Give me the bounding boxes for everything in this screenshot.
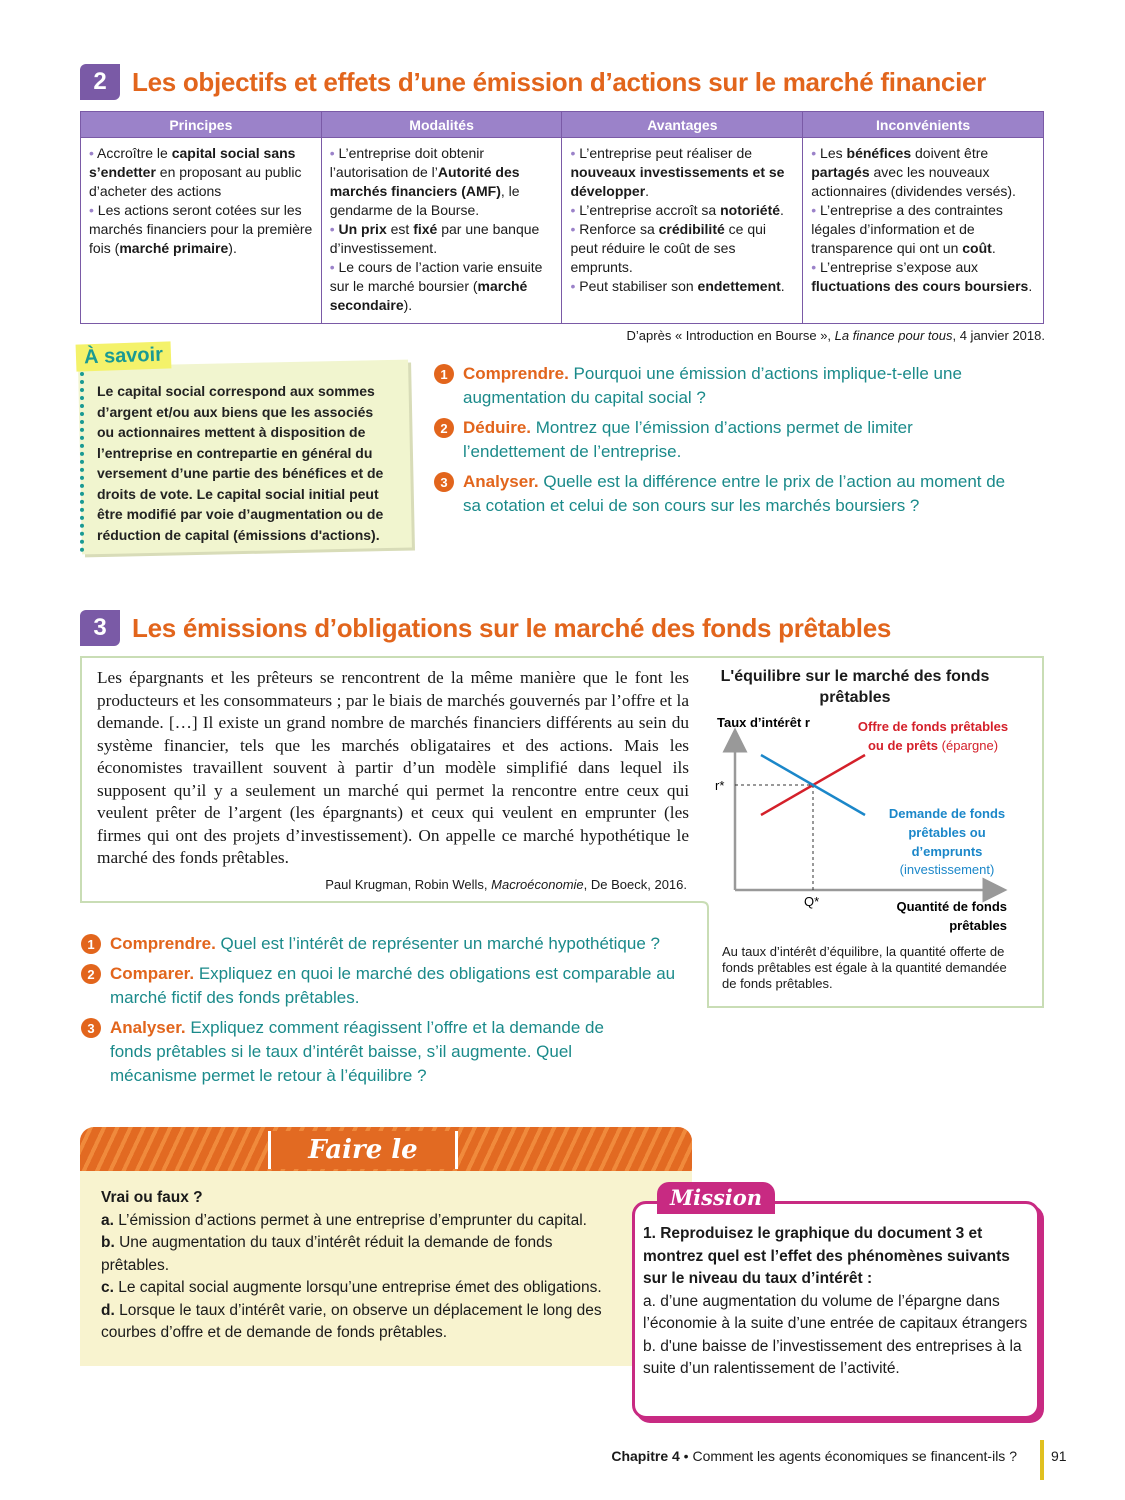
section-2-header xyxy=(80,64,986,100)
savoir-dotted-line xyxy=(80,372,84,552)
question-number-badge: 2 xyxy=(434,418,454,438)
emission-actions-table xyxy=(80,111,1044,324)
doc3-source: Paul Krugman, Robin Wells, Macroéconomie, De Boeck, 2016. xyxy=(325,877,687,892)
section-2-number: 2 xyxy=(80,64,120,100)
supply-label-2: ou de prêts (épargne) xyxy=(867,738,999,753)
bilan-title: Faire le xyxy=(268,1131,458,1169)
cell-modalites: • L’entreprise doit obtenir l’autorisation de l’Autorité des marchés financiers (AMF), le gendarme de la Bourse. • Un prix est fixé par une banque d’investissement. • Le cours de l’action varie ensuite sur le marché boursier (marché secondaire). xyxy=(321,138,562,324)
savoir-label: À savoir xyxy=(76,341,172,371)
questions-section-3 xyxy=(81,932,681,1094)
question-number-badge: 3 xyxy=(81,1018,101,1038)
bilan-item: d. Lorsque le taux d’intérêt varie, on observe un déplacement le long des courbes d’offre et de demande de fonds prêtables. xyxy=(101,1301,602,1341)
x-axis-label-2: prêtables xyxy=(949,918,1007,933)
mission-label: Mission xyxy=(657,1182,775,1214)
col-header-modalites: Modalités xyxy=(321,112,562,138)
demand-label-1: Demande de fonds xyxy=(888,806,1006,821)
questions-section-2 xyxy=(434,362,1014,524)
bilan-item: b. Une augmentation du taux d’intérêt réduit la demande de fonds prêtables. xyxy=(101,1234,553,1274)
bilan-item: a. L’émission d’actions permet à une entreprise d’emprunter du capital. xyxy=(101,1211,587,1229)
q-star-label: Q* xyxy=(804,894,820,909)
question-number-badge: 1 xyxy=(81,934,101,954)
col-header-principes: Principes xyxy=(81,112,322,138)
page-number: 91 xyxy=(1051,1448,1067,1464)
question-item: 1 Comprendre. Quel est l’intérêt de représenter un marché hypothétique ? xyxy=(81,932,681,956)
question-number-badge: 1 xyxy=(434,364,454,384)
section-3-header xyxy=(80,610,891,646)
question-item: 2 Déduire. Montrez que l’émission d’actions permet de limiter l’endettement de l’entreprise. xyxy=(434,416,1014,464)
mission-intro: 1. Reproduisez le graphique du document 3 et montrez quel est l’effet des phénomènes suivants sur le niveau du taux d’intérêt : xyxy=(643,1225,1010,1287)
doc3-text: Les épargnants et les prêteurs se rencontrent de la même manière que le font les producteurs et les consommateurs ; par le biais de marchés gouvernés par l’offre et la demande. […] Il existe un grand nombre de marchés financiers différents au sein du système financier, tels que les marchés obligataires et des actions. Mais les économistes travaillent souvent à partir d’un modèle simplifié dans lequel ils supposent qu’il y a seulement un marché qui permet la rencontre entre ceux qui veulent prêter de l’argent (les épargnants) et ceux qui veulent en emprunter (les firmes qui ont des projets d’investissement). On appelle ce marché hypothétique le marché des fonds prêtables. xyxy=(97,668,689,867)
demand-label-3: d’emprunts xyxy=(911,844,983,859)
loanable-funds-chart xyxy=(705,710,1035,940)
demand-label-2: prêtables ou xyxy=(908,825,986,840)
cell-avantages: • L’entreprise peut réaliser de nouveaux investissements et se développer. • L’entreprise accroît sa notoriété. • Renforce sa crédibilité ce qui peut réduire le coût de ses emprunts. • Peut stabiliser son endettement. xyxy=(562,138,803,324)
bilan-item: c. Le capital social augmente lorsqu’une entreprise émet des obligations. xyxy=(101,1279,602,1296)
footer-bar xyxy=(1040,1440,1044,1480)
question-item: 2 Comparer. Expliquez en quoi le marché des obligations est comparable au marché fictif des fonds prêtables. xyxy=(81,962,681,1010)
chart-caption: Au taux d’intérêt d’équilibre, la quantité offerte de fonds prêtables est égale à la quantité demandée de fonds prêtables. xyxy=(722,944,1007,991)
footer-chapter: Chapitre 4 • Comment les agents économiques se financent-ils ? xyxy=(611,1448,1017,1464)
bilan-heading: Vrai ou faux ? xyxy=(101,1189,203,1206)
chart-title: L'équilibre sur le marché des fonds prêtables xyxy=(720,668,990,706)
col-header-avantages: Avantages xyxy=(562,112,803,138)
y-axis-label: Taux d’intérêt r xyxy=(717,715,810,730)
bilan-text xyxy=(101,1187,621,1345)
question-number-badge: 3 xyxy=(434,472,454,492)
col-header-inconvenients: Inconvénients xyxy=(803,112,1044,138)
question-item: 3 Analyser. Quelle est la différence entre le prix de l’action au moment de sa cotation et celui de son cours sur les marchés boursiers ? xyxy=(434,470,1014,518)
x-axis-label-1: Quantité de fonds xyxy=(896,899,1007,914)
question-item: 1 Comprendre. Pourquoi une émission d’actions implique-t-elle une augmentation du capital social ? xyxy=(434,362,1014,410)
question-item: 3 Analyser. Expliquez comment réagissent l’offre et la demande de fonds prêtables si le taux d’intérêt baisse, s’il augmente. Quel mécanisme permet le retour à l’équilibre ? xyxy=(81,1016,681,1088)
section-2-title: Les objectifs et effets d’une émission d’actions sur le marché financier xyxy=(132,66,986,97)
section-3-title: Les émissions d’obligations sur le marché des fonds prêtables xyxy=(132,612,892,643)
mission-text xyxy=(643,1223,1035,1381)
savoir-text: Le capital social correspond aux sommes d’argent et/ou aux biens que les associés ou actionnaires mettent à disposition de l’entreprise en contrepartie en général du versement d’une partie des bénéfices et de droits de vote. Le capital social initial peut être modifié par voie d’augmentation ou de réduction de capital (émissions d'actions). xyxy=(97,383,384,543)
section-3-number: 3 xyxy=(80,610,120,646)
mission-item-b: b. d'une baisse de l’investissement des entreprises à la suite d’un ralentissement de l’activité. xyxy=(643,1337,1022,1377)
mission-item-a: a. d’une augmentation du volume de l’épargne dans l’économie à la suite d’une entrée de capitaux étrangers xyxy=(643,1292,1028,1332)
cell-inconvenients: • Les bénéfices doivent être partagés avec les nouveaux actionnaires (dividendes versés). • L’entreprise a des contraintes légales d’information et de transparence qui ont un coût. • L’entreprise s’expose aux fluctuations des cours boursiers. xyxy=(803,138,1044,324)
question-number-badge: 2 xyxy=(81,964,101,984)
cell-principes: • Accroître le capital social sans s’endetter en proposant au public d’acheter des actions • Les actions seront cotées sur les marchés financiers pour la première fois (marché primaire). xyxy=(81,138,322,324)
demand-label-4: (investissement) xyxy=(899,862,995,877)
supply-label-1: Offre de fonds prêtables xyxy=(857,719,1009,734)
r-star-label: r* xyxy=(715,778,725,793)
table-source: D’après « Introduction en Bourse », La finance pour tous, 4 janvier 2018. xyxy=(626,328,1045,343)
